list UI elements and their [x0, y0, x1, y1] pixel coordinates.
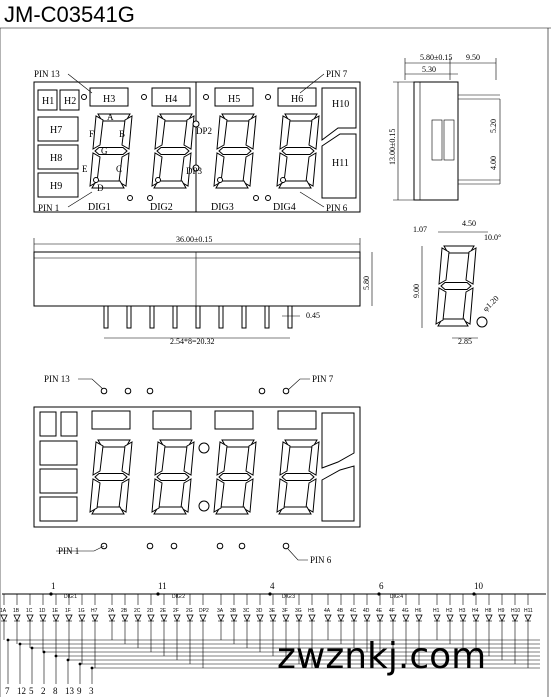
- led-label: 3C: [243, 608, 250, 614]
- seg-g: [95, 474, 127, 481]
- node: [268, 592, 271, 595]
- led-label: 4C: [350, 608, 357, 614]
- led-label: 3E: [269, 608, 276, 614]
- detail-dp: [477, 317, 487, 327]
- pin-hole: [217, 543, 223, 549]
- profile-view: [34, 235, 372, 346]
- dim-pitch: 2.54*8=20.32: [170, 337, 215, 346]
- front-digit-1: [90, 114, 132, 188]
- seg-g: [282, 474, 314, 481]
- front-dp: [218, 178, 223, 183]
- back-pin1-label: PIN 1: [58, 546, 80, 556]
- front-dot: [254, 196, 259, 201]
- back-digit-4: [277, 440, 319, 514]
- profile-pin: [150, 306, 154, 328]
- dim-length: 36.00±0.15: [176, 235, 213, 244]
- back-digit-1: [90, 440, 132, 514]
- label-h11: H11: [332, 158, 349, 169]
- led-label: H8: [485, 608, 492, 614]
- diode: [109, 615, 115, 621]
- node: [472, 592, 475, 595]
- seg-label-a: A: [107, 112, 114, 122]
- pin-hole: [283, 543, 289, 549]
- diode: [66, 615, 72, 621]
- group-dig4: DIG:4: [390, 594, 404, 600]
- seg-c: [463, 288, 473, 324]
- pin6-label: PIN 6: [326, 203, 348, 213]
- seg-f: [280, 116, 290, 149]
- led-label: H3: [459, 608, 466, 614]
- back-digits: [90, 440, 319, 514]
- front-dp: [281, 178, 286, 183]
- profile-body: [34, 252, 360, 306]
- side-slot: [432, 120, 442, 160]
- profile-pin: [288, 306, 292, 328]
- label-dig1: DIG1: [88, 202, 111, 213]
- label-dig2: DIG2: [150, 202, 173, 213]
- front-dp: [94, 178, 99, 183]
- diode: [403, 615, 409, 621]
- node: [156, 592, 159, 595]
- front-dot: [142, 95, 147, 100]
- front-dot: [204, 95, 209, 100]
- back-digit-2: [152, 440, 194, 514]
- back-pin7-label: PIN 7: [312, 374, 334, 384]
- seg-f: [93, 116, 103, 149]
- profile-pin: [196, 306, 200, 328]
- seg-g: [219, 474, 251, 481]
- seg-g: [157, 148, 189, 155]
- dim-side-h: 13.00±0.15: [388, 128, 397, 165]
- diode: [231, 615, 237, 621]
- bottom-pin-label: 7: [5, 686, 10, 696]
- front-dp: [156, 178, 161, 183]
- seg-f: [439, 248, 449, 284]
- led-label: 2A: [108, 608, 115, 614]
- leader: [288, 379, 310, 390]
- digit-num-1: 1: [51, 581, 56, 591]
- led-label: 4A: [324, 608, 331, 614]
- pin-hole: [101, 388, 107, 394]
- bottom-pin-label: 13: [65, 686, 74, 696]
- dim-pin-h: 5.80: [362, 276, 371, 290]
- front-digit-3: [214, 114, 256, 188]
- label-h8: H8: [50, 153, 63, 164]
- diode: [161, 615, 167, 621]
- front-digits: [82, 95, 320, 201]
- seg-f: [155, 442, 165, 475]
- label-h2: H2: [64, 96, 77, 107]
- bottom-pin-label: 3: [89, 686, 94, 696]
- bottom-pin-label: 8: [53, 686, 58, 696]
- label-dig3: DIG3: [211, 202, 234, 213]
- diode: [148, 615, 154, 621]
- segment-detail: [412, 219, 501, 346]
- diode: [338, 615, 344, 621]
- back-box: [215, 411, 253, 429]
- led-label: H4: [472, 608, 479, 614]
- led-label: H1: [433, 608, 440, 614]
- seg-label-c: C: [116, 164, 123, 174]
- node: [55, 655, 58, 658]
- diode: [200, 615, 206, 621]
- led-label: H6: [415, 608, 422, 614]
- diode: [53, 615, 59, 621]
- profile-pins: [104, 306, 292, 328]
- diode: [434, 615, 440, 621]
- diode: [364, 615, 370, 621]
- led-label: 1G: [78, 608, 85, 614]
- diode: [283, 615, 289, 621]
- circuit-bottom-pins: [5, 639, 94, 696]
- dim-side-w1: 5.80±0.15: [420, 53, 453, 62]
- leader: [78, 379, 104, 390]
- diode: [390, 615, 396, 621]
- group-dig3: DIG:3: [282, 594, 296, 600]
- digit-num-4: 4: [270, 581, 275, 591]
- diode: [27, 615, 33, 621]
- profile-pin: [104, 306, 108, 328]
- front-dot: [128, 196, 133, 201]
- diode: [460, 615, 466, 621]
- front-dot: [82, 95, 87, 100]
- led-label: 1C: [26, 608, 33, 614]
- led-label: DP2: [199, 608, 209, 614]
- pin13-label: PIN 13: [34, 69, 60, 79]
- diode: [486, 615, 492, 621]
- bottom-pin-label: 9: [77, 686, 82, 696]
- bottom-pin-label: 5: [29, 686, 34, 696]
- led-label: 3A: [217, 608, 224, 614]
- pin-hole: [147, 543, 153, 549]
- pin1-label: PIN 1: [38, 203, 60, 213]
- pin-hole: [171, 543, 177, 549]
- back-box: [153, 411, 191, 429]
- diode: [14, 615, 20, 621]
- pin-hole: [239, 543, 245, 549]
- dim-side-w2: 5.30: [422, 65, 436, 74]
- node: [43, 651, 46, 654]
- diode: [244, 615, 250, 621]
- label-h7: H7: [50, 125, 63, 136]
- dim-side-h3: 4.00: [489, 156, 498, 170]
- diode: [187, 615, 193, 621]
- dim-seg-h: 9.00: [412, 284, 421, 298]
- led-label: 1D: [39, 608, 46, 614]
- back-top-holes: [101, 388, 289, 394]
- dim-angle: 10.0°: [484, 233, 502, 242]
- led-label: 3B: [230, 608, 237, 614]
- diode: [377, 615, 383, 621]
- group-dig1: DIG:1: [64, 594, 78, 600]
- digit-num-11: 11: [158, 581, 167, 591]
- diode: [135, 615, 141, 621]
- led-label: 3G: [295, 608, 302, 614]
- diode: [270, 615, 276, 621]
- seg-g: [282, 148, 314, 155]
- back-bottom-holes: [101, 543, 289, 549]
- node: [19, 643, 22, 646]
- back-box: [92, 411, 130, 429]
- label-dig4: DIG4: [273, 202, 296, 213]
- profile-pin: [265, 306, 269, 328]
- led-label: 2D: [147, 608, 154, 614]
- front-digit-4: [277, 114, 319, 188]
- seg-label-d: D: [97, 183, 104, 193]
- front-dot: [148, 196, 153, 201]
- led-label: 2C: [134, 608, 141, 614]
- pin7-label: PIN 7: [326, 69, 348, 79]
- led-label: H9: [498, 608, 505, 614]
- seg-label-e: E: [82, 164, 88, 174]
- back-colon: [199, 501, 209, 511]
- diode: [351, 615, 357, 621]
- diode: [512, 615, 518, 621]
- back-box: [40, 441, 77, 465]
- watermark: zwznkj.com: [277, 636, 487, 677]
- back-box: [40, 497, 77, 521]
- label-h5: H5: [228, 94, 241, 105]
- diode: [473, 615, 479, 621]
- node: [79, 663, 82, 666]
- seg-f: [280, 442, 290, 475]
- led-label: 4D: [363, 608, 370, 614]
- profile-pin: [219, 306, 223, 328]
- led-label: 2B: [121, 608, 128, 614]
- dim-pin-w: 0.45: [306, 311, 320, 320]
- node: [377, 592, 380, 595]
- seg-f: [93, 442, 103, 475]
- label-dp3: DP3: [186, 166, 203, 176]
- led-label: H5: [308, 608, 315, 614]
- diode: [40, 615, 46, 621]
- back-view: [34, 374, 360, 565]
- led-label: 1A: [0, 608, 7, 614]
- seg-f: [217, 116, 227, 149]
- model-title: JM-C03541G: [4, 2, 135, 27]
- side-body: [414, 82, 458, 200]
- diode: [1, 615, 7, 621]
- back-pin13-label: PIN 13: [44, 374, 70, 384]
- profile-pin: [242, 306, 246, 328]
- back-box: [322, 413, 354, 468]
- leader: [288, 549, 308, 560]
- seg-label-b: B: [119, 129, 126, 139]
- profile-pin: [127, 306, 131, 328]
- back-box: [61, 412, 77, 436]
- bottom-pin-label: 2: [41, 686, 46, 696]
- back-pin6-label: PIN 6: [310, 555, 332, 565]
- back-box: [40, 469, 77, 493]
- diode: [447, 615, 453, 621]
- group-dig2: DIG:2: [172, 594, 186, 600]
- node: [91, 667, 94, 670]
- digit-num-6: 6: [379, 581, 384, 591]
- front-view: [34, 69, 360, 213]
- diode: [525, 615, 531, 621]
- diode: [122, 615, 128, 621]
- pin-hole: [259, 388, 265, 394]
- pin-hole: [147, 388, 153, 394]
- led-label: 3F: [282, 608, 288, 614]
- label-h6: H6: [291, 94, 304, 105]
- back-digit-3: [214, 440, 256, 514]
- front-dot: [266, 196, 271, 201]
- label-h9: H9: [50, 181, 63, 192]
- profile-pin: [173, 306, 177, 328]
- seg-label-f: F: [89, 129, 95, 139]
- dim-side-w3: 9.50: [466, 53, 480, 62]
- detail-digit: [436, 246, 476, 326]
- seg-f: [217, 442, 227, 475]
- led-label: 1F: [65, 608, 71, 614]
- diode: [174, 615, 180, 621]
- front-dot: [266, 95, 271, 100]
- diode: [499, 615, 505, 621]
- back-colon: [199, 443, 209, 453]
- node: [31, 647, 34, 650]
- back-box: [322, 466, 354, 521]
- dim-dp-d: φ1.20: [481, 293, 501, 314]
- seg-g: [441, 283, 471, 290]
- diode: [309, 615, 315, 621]
- dim-seg-w1: 1.07: [413, 225, 427, 234]
- led-label: 4E: [376, 608, 383, 614]
- diode: [296, 615, 302, 621]
- label-dp2: DP2: [196, 126, 213, 136]
- seg-g: [219, 148, 251, 155]
- led-label: H10: [511, 608, 521, 614]
- back-box: [40, 412, 56, 436]
- dim-seg-b: 2.85: [458, 337, 472, 346]
- diode: [416, 615, 422, 621]
- led-label: 2F: [173, 608, 179, 614]
- pin-hole: [125, 388, 131, 394]
- led-label: 4F: [389, 608, 395, 614]
- led-label: 4B: [337, 608, 344, 614]
- led-label: H2: [446, 608, 453, 614]
- seg-label-g: G: [101, 146, 108, 156]
- side-slot: [444, 120, 454, 160]
- pin-hole: [283, 388, 289, 394]
- diode: [218, 615, 224, 621]
- diode: [325, 615, 331, 621]
- dim-side-h2: 5.20: [489, 119, 498, 133]
- front-digit-2: [152, 114, 194, 188]
- led-label: H11: [524, 608, 533, 614]
- dim-seg-w2: 4.50: [462, 219, 476, 228]
- diode: [257, 615, 263, 621]
- pin6-leader: [300, 192, 324, 207]
- box-h10: [322, 88, 356, 140]
- digit-num-10: 10: [474, 581, 483, 591]
- led-label: 4G: [402, 608, 409, 614]
- detail-digit-shape: [436, 246, 476, 326]
- seg-g: [95, 148, 127, 155]
- diode: [92, 615, 98, 621]
- label-h3: H3: [103, 94, 116, 105]
- node: [49, 592, 52, 595]
- back-box: [278, 411, 316, 429]
- led-label: 3D: [256, 608, 263, 614]
- led-label: 2G: [186, 608, 193, 614]
- seg-g: [157, 474, 189, 481]
- side-view: [388, 53, 500, 200]
- label-h10: H10: [332, 99, 350, 110]
- label-h4: H4: [165, 94, 178, 105]
- label-h1: H1: [42, 96, 55, 107]
- node: [67, 659, 70, 662]
- led-label: 2E: [160, 608, 167, 614]
- node: [7, 639, 10, 642]
- led-label: H7: [91, 608, 98, 614]
- led-label: 1B: [13, 608, 20, 614]
- diode: [79, 615, 85, 621]
- seg-f: [155, 116, 165, 149]
- led-label: 1E: [52, 608, 59, 614]
- bottom-pin-label: 12: [17, 686, 26, 696]
